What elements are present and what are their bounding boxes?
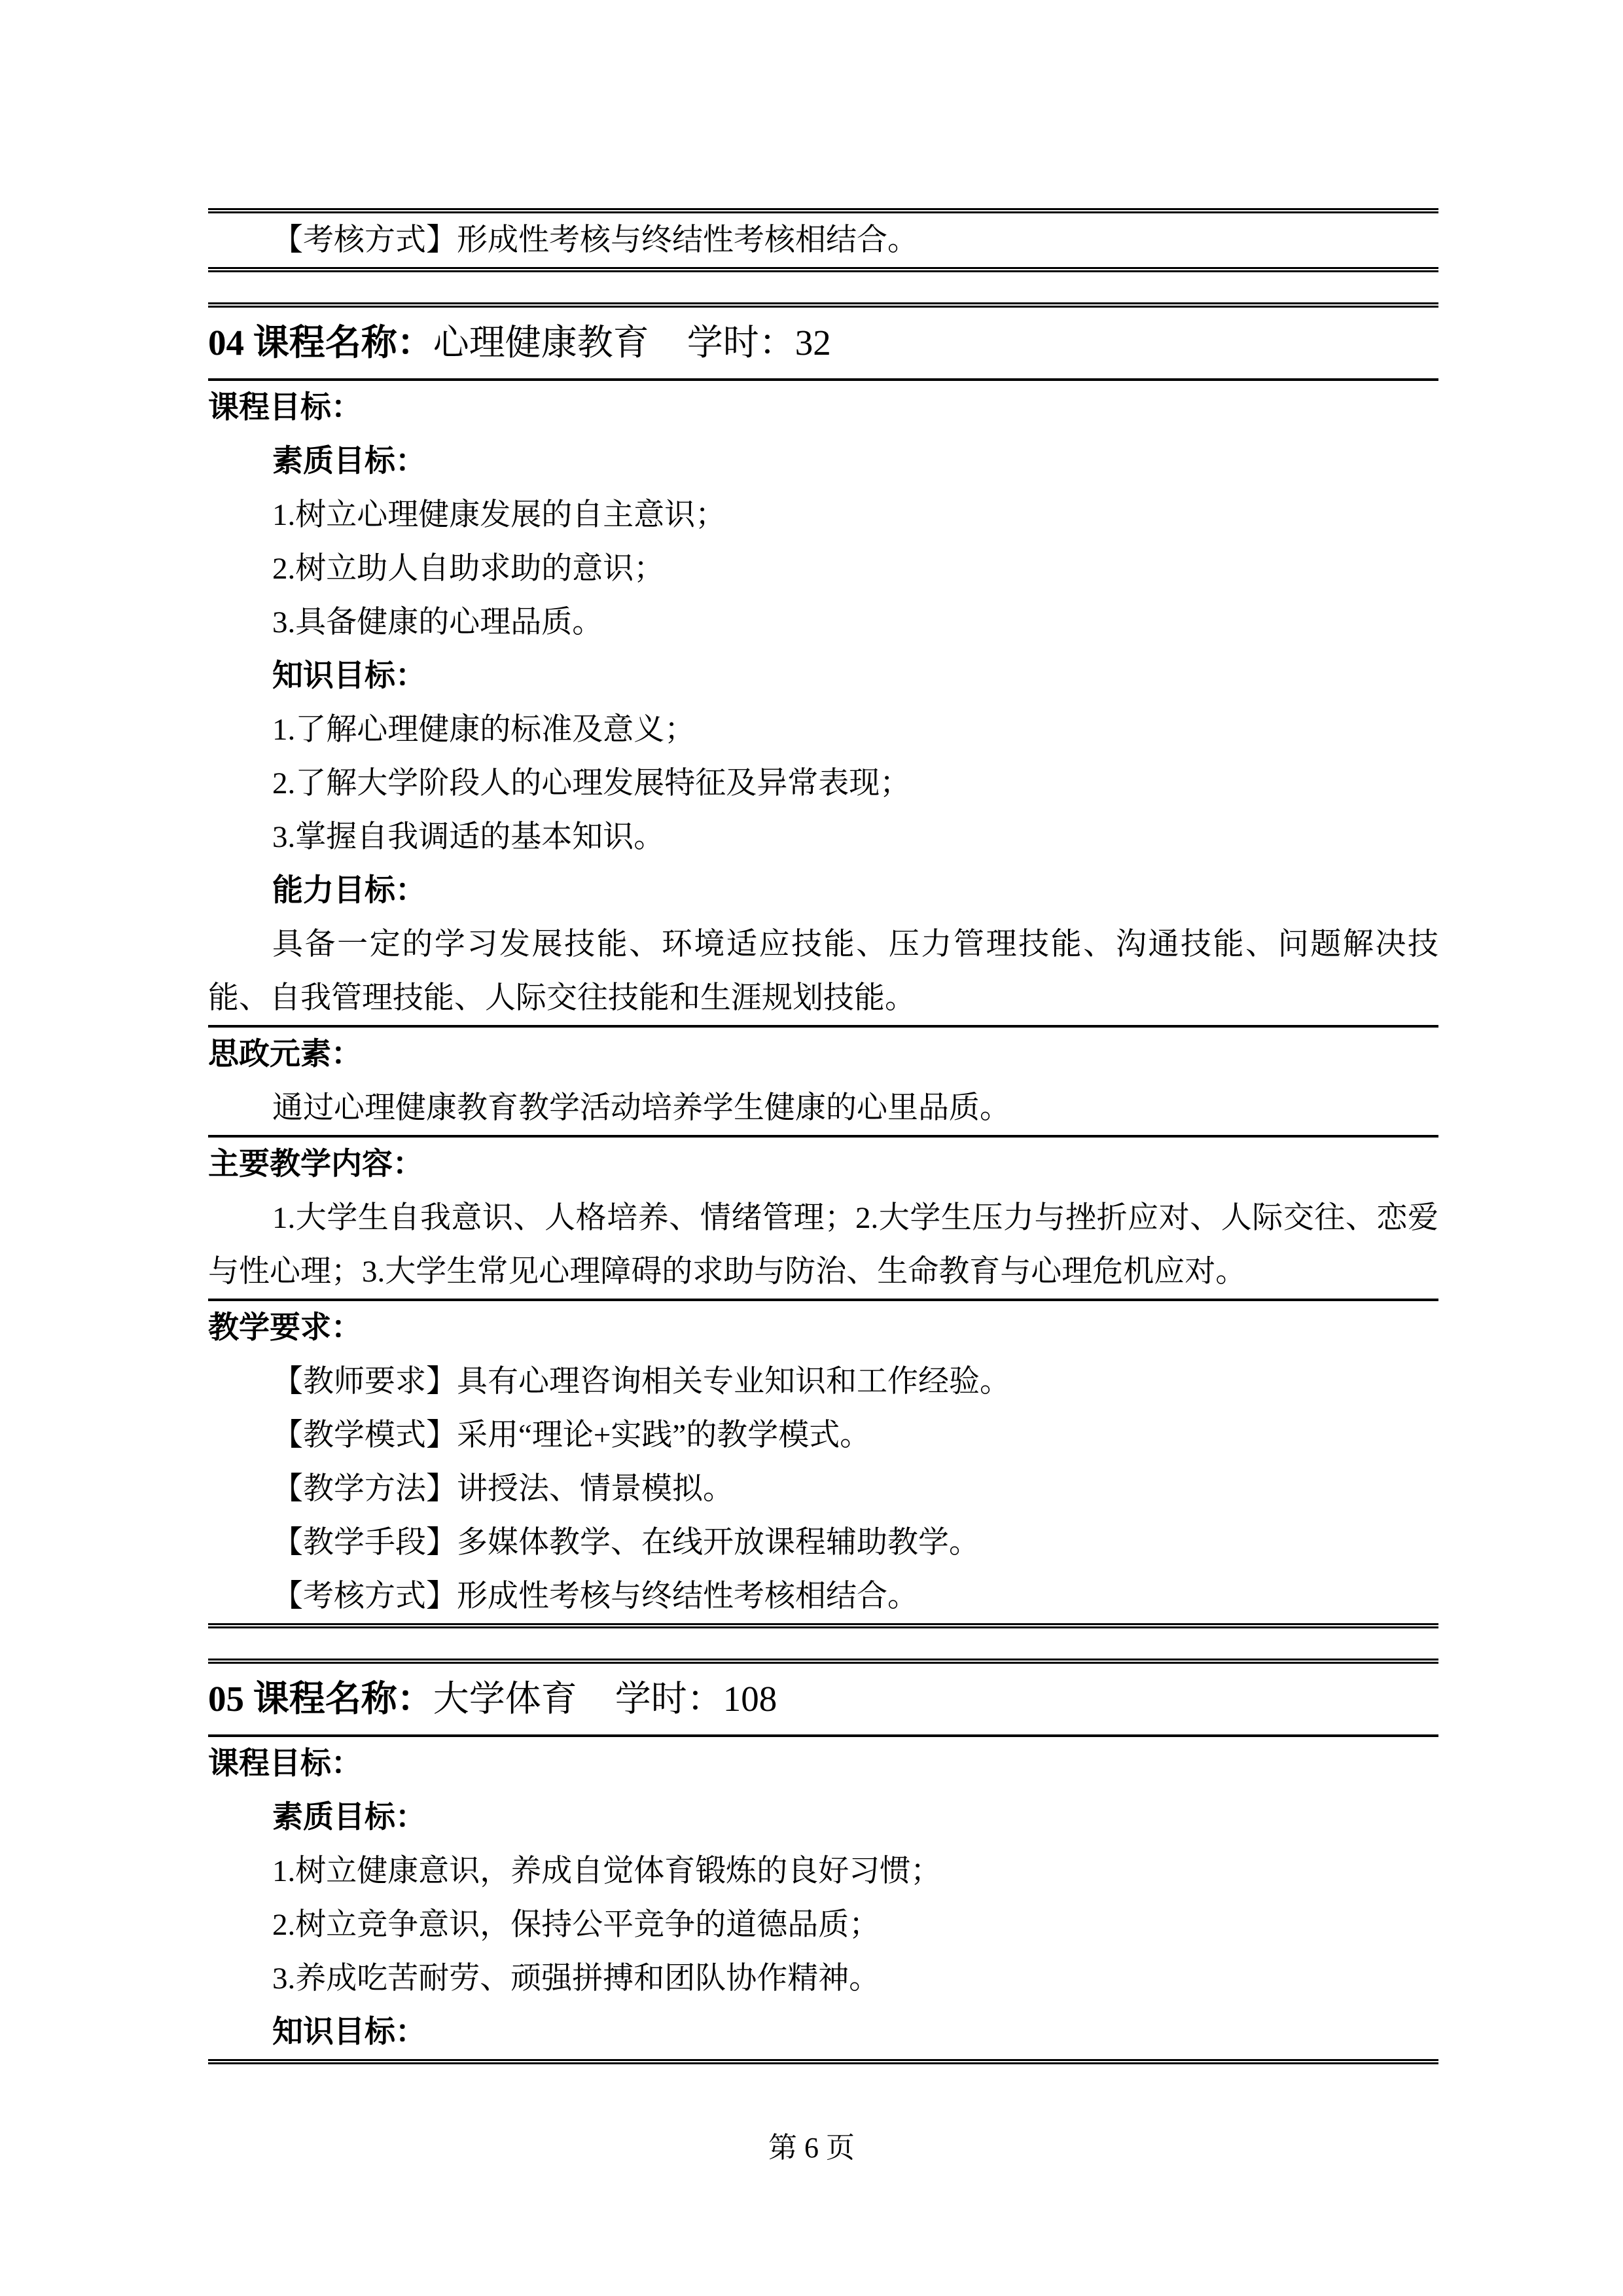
teacher-requirement-line: 【教师要求】具有心理咨询相关专业知识和工作经验。: [272, 1365, 1010, 1399]
knowledge-objectives-title: 知识目标：: [272, 2015, 426, 2049]
quality-objectives-title: 素质目标：: [272, 444, 426, 478]
knowledge-objective-item: 2.了解大学阶段人的心理发展特征及异常表现；: [272, 766, 911, 800]
course-title: [208, 1664, 1438, 1734]
knowledge-objectives-title: 知识目标：: [272, 659, 426, 693]
ability-objectives-text: 具备一定的学习发展技能、环境适应技能、压力管理技能、沟通技能、问题解决技能、自我管理技能、人际交往技能和生涯规划技能。: [208, 927, 1438, 1015]
course-05-block: [208, 1659, 1438, 2064]
quality-objective-item: 2.树立助人自助求助的意识；: [272, 552, 665, 586]
ideology-title: 思政元素：: [208, 1037, 362, 1071]
ideology-text: 通过心理健康教育教学活动培养学生健康的心里品质。: [272, 1091, 1010, 1125]
teaching-mode-line: 【教学模式】采用“理论+实践”的教学模式。: [272, 1418, 871, 1452]
table-gap: [208, 1628, 1438, 1659]
teaching-content-title: 主要教学内容：: [208, 1147, 423, 1181]
course-05-header-row: [208, 1664, 1438, 1737]
course-hours-value: 108: [722, 1679, 777, 1719]
quality-objective-item: 3.养成吃苦耐劳、顽强拼搏和团队协作精神。: [272, 1962, 880, 1996]
knowledge-objective-item: 1.了解心理健康的标准及意义；: [272, 713, 696, 747]
course-05-objectives-row: [208, 1737, 1438, 2059]
course-name: 大学体育: [433, 1679, 577, 1719]
page-number: 第 6 页: [768, 2132, 855, 2164]
objectives-title: 课程目标：: [208, 391, 362, 425]
course-04-header-row: [208, 308, 1438, 381]
knowledge-objective-item: 3.掌握自我调适的基本知识。: [272, 820, 665, 854]
course-number-label: 04 课程名称：: [208, 323, 433, 363]
course-04-ideology-row: [208, 1028, 1438, 1138]
course-hours-label: 学时：: [687, 323, 795, 363]
quality-objective-item: 1.树立心理健康发展的自主意识；: [272, 498, 726, 532]
teaching-means-line: 【教学手段】多媒体教学、在线开放课程辅助教学。: [272, 1526, 980, 1560]
page-content: [208, 208, 1438, 2064]
course-name: 心理健康教育: [433, 323, 649, 363]
teaching-content-text: 1.大学生自我意识、人格培养、情绪管理；2.大学生压力与挫折应对、人际交往、恋爱与性心理；3.大学生常见心理障碍的求助与防治、生命教育与心理危机应对。: [208, 1201, 1438, 1289]
course-hours-value: 32: [794, 323, 831, 363]
course-03-tail-block: [208, 208, 1438, 272]
quality-objective-item: 2.树立竞争意识，保持公平竞争的道德品质；: [272, 1908, 880, 1942]
course-title: [208, 308, 1438, 378]
course-04-requirements-row: [208, 1301, 1438, 1623]
course-hours-label: 学时：: [615, 1679, 723, 1719]
assessment-method-line: 【考核方式】形成性考核与终结性考核相结合。: [272, 1579, 918, 1613]
objectives-title: 课程目标：: [208, 1747, 362, 1781]
course-04-content-row: [208, 1138, 1438, 1301]
quality-objective-item: 1.树立健康意识，养成自觉体育锻炼的良好习惯；: [272, 1854, 942, 1888]
requirements-title: 教学要求：: [208, 1311, 362, 1345]
quality-objective-item: 3.具备健康的心理品质。: [272, 605, 603, 639]
course-number-label: 05 课程名称：: [208, 1679, 433, 1719]
teaching-method-line: 【教学方法】讲授法、情景模拟。: [272, 1472, 734, 1506]
course-04-objectives-row: [208, 381, 1438, 1028]
table-gap: [208, 272, 1438, 302]
ability-objectives-title: 能力目标：: [272, 874, 426, 908]
course-04-block: [208, 302, 1438, 1628]
assessment-method-line: 【考核方式】形成性考核与终结性考核相结合。: [272, 223, 918, 257]
quality-objectives-title: 素质目标：: [272, 1801, 426, 1835]
